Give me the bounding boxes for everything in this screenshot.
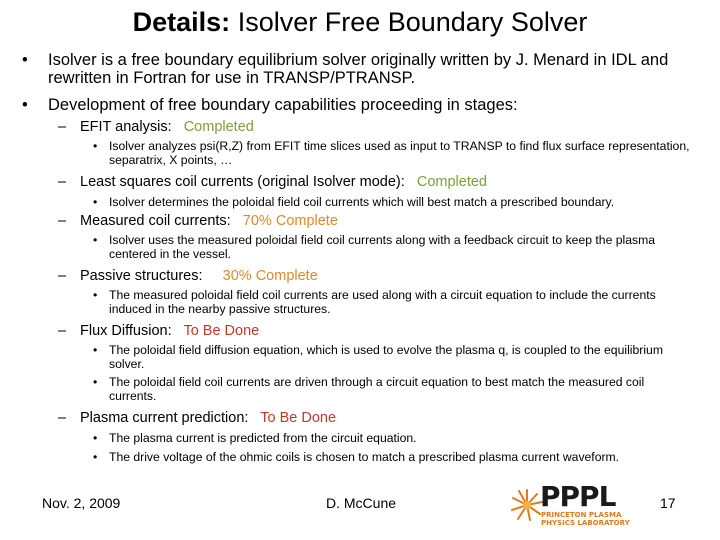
stage-detail-text: The measured poloidal field coil currents are used along with a circuit equation to include the currents induced in the nearby passive structures. [109,288,656,316]
stage-status: 70% Complete [242,213,338,229]
burst-icon [510,488,544,522]
stage-detail-text: The poloidal field coil currents are driven through a circuit equation to best match the measured coil currents. [109,375,645,403]
stage-detail-text: Isolver analyzes psi(R,Z) from EFIT time slices used as input to TRANSP to find flux surface representation, separatrix, X points, … [109,139,690,167]
logo-line-2: PHYSICS LABORATORY [541,519,630,527]
stage-status: Completed [183,119,254,135]
stage-detail-text: The drive voltage of the ohmic coils is chosen to match a prescribed plasma current waveform. [109,450,620,464]
footer-author: D. McCune [326,495,397,511]
title-bold: Details: [132,7,231,37]
logo-wordmark: PPPL [540,480,616,513]
stage-detail-text: The plasma current is predicted from the circuit equation. [109,431,417,445]
intro-text-1: Isolver is a free boundary equilibrium solver originally written by J. Menard in IDL and rewritten in Fortran for use in TRANSP/PTRANSP. [48,51,669,87]
stage-detail-text: Isolver uses the measured poloidal field coil currents along with a feedback circuit to keep the plasma centered in the vessel. [109,233,656,261]
stage-label: Measured coil currents: [80,213,231,229]
title-rest: Isolver Free Boundary Solver [230,7,588,37]
page-number: 17 [660,495,676,511]
pppl-logo [510,482,630,530]
stage-status: Completed [416,174,487,190]
stage-label: Plasma current prediction: [80,410,249,426]
logo-subtitle [541,511,630,527]
stage-label: Flux Diffusion: [80,323,172,339]
stage-label: EFIT analysis: [80,119,172,135]
slide-title [0,4,720,40]
stage-label: Least squares coil currents (original Isolver mode): [80,174,405,190]
stage-detail-text: The poloidal field diffusion equation, which is used to evolve the plasma q, is coupled to the equilibrium solver. [109,343,663,371]
stage-status: To Be Done [260,410,337,426]
logo-line-1: PRINCETON PLASMA [541,511,622,519]
stage-status: 30% Complete [222,268,318,284]
footer-date: Nov. 2, 2009 [42,495,121,511]
stage-status: To Be Done [183,323,260,339]
stage-detail-text: Isolver determines the poloidal field coil currents which will best match a prescribed boundary. [109,195,615,209]
intro-text-2: Development of free boundary capabilities proceeding in stages: [48,96,518,114]
stage-label: Passive structures: [80,268,203,284]
